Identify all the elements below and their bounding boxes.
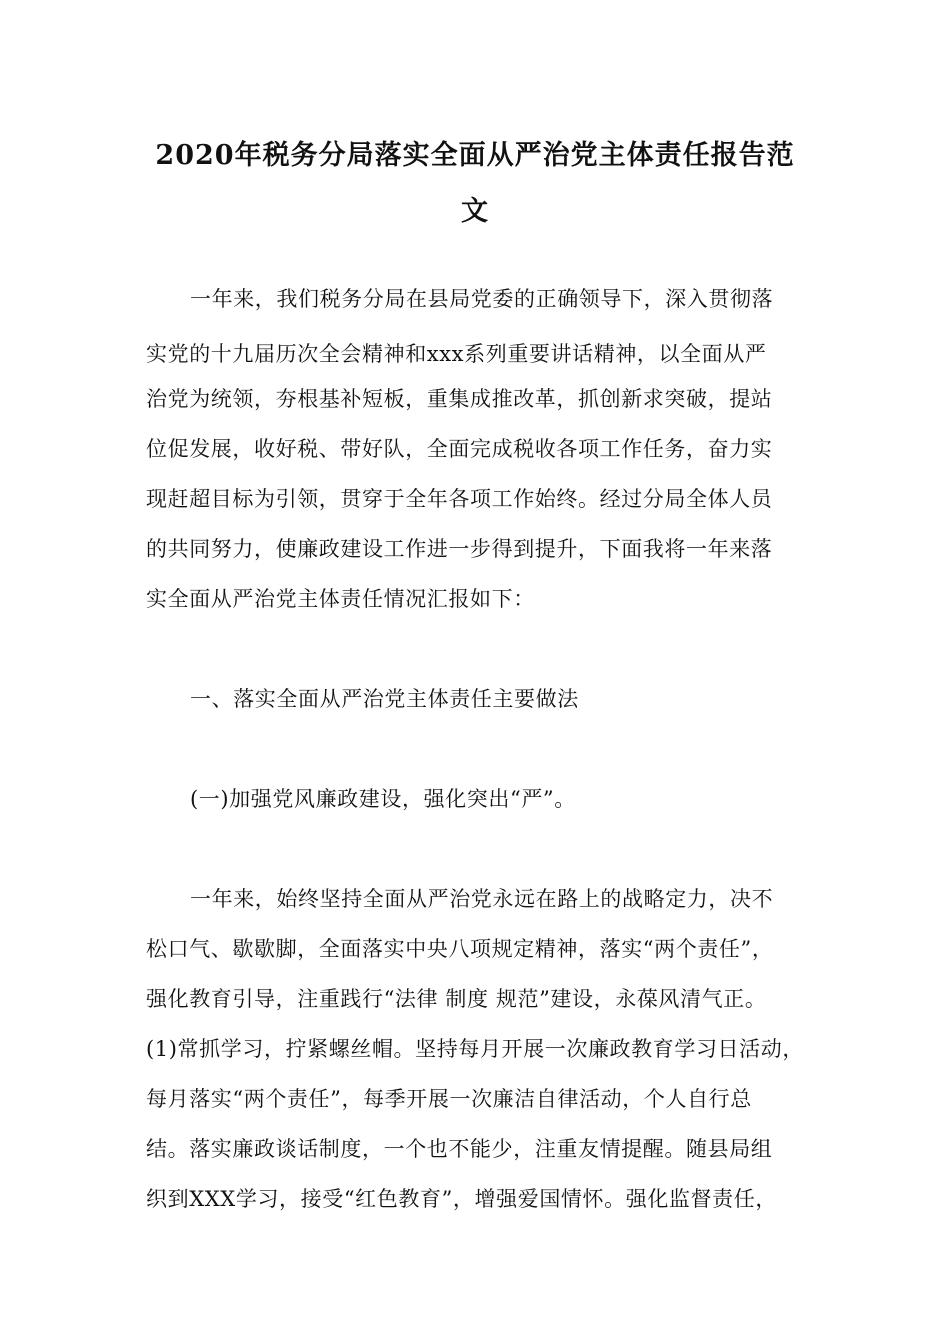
text-line: 织到XXX学习，接受“红色教育”，增强爱国情怀。强化监督责任，: [146, 1187, 777, 1211]
title-line-2: 文: [461, 196, 489, 227]
text-line: 结。落实廉政谈话制度，一个也不能少，注重友情提醒。随县局组: [146, 1137, 773, 1161]
document-title: [120, 128, 830, 240]
text-line: 每月落实“两个责任”，每季开展一次廉洁自律活动，个人自行总: [146, 1087, 752, 1111]
text-line: 治党为统领，夯根基补短板，重集成推改革，抓创新求突破，提站: [146, 387, 773, 411]
heading-line: 一、落实全面从严治党主体责任主要做法: [190, 687, 579, 711]
text-line: 一年来，我们税务分局在县局党委的正确领导下，深入贯彻落: [190, 287, 774, 311]
text-line: (1)常抓学习，拧紧螺丝帽。坚持每月开展一次廉政教育学习日活动，: [146, 1037, 804, 1061]
text-line: 松口气、歇歇脚，全面落实中央八项规定精神，落实“两个责任”，: [146, 937, 774, 961]
text-line: 位促发展，收好税、带好队，全面完成税收各项工作任务，奋力实: [146, 437, 773, 461]
text-line: 实党的十九届历次全会精神和xxx系列重要讲话精神，以全面从严: [146, 342, 767, 366]
text-line: 实全面从严治党主体责任情况汇报如下：: [146, 587, 535, 611]
text-line: 的共同努力，使廉政建设工作进一步得到提升，下面我将一年来落: [146, 537, 773, 561]
title-line-1: 2020年税务分局落实全面从严治党主体责任报告范: [155, 140, 795, 171]
text-line: 现赶超目标为引领，贯穿于全年各项工作始终。经过分局全体人员: [146, 487, 773, 511]
text-line: 强化教育引导，注重践行“法律 制度 规范”建设，永葆风清气正。: [146, 987, 767, 1011]
text-line: 一年来，始终坚持全面从严治党永远在路上的战略定力，决不: [190, 887, 774, 911]
heading-line: (一)加强党风廉政建设，强化突出“严”。: [190, 787, 576, 811]
